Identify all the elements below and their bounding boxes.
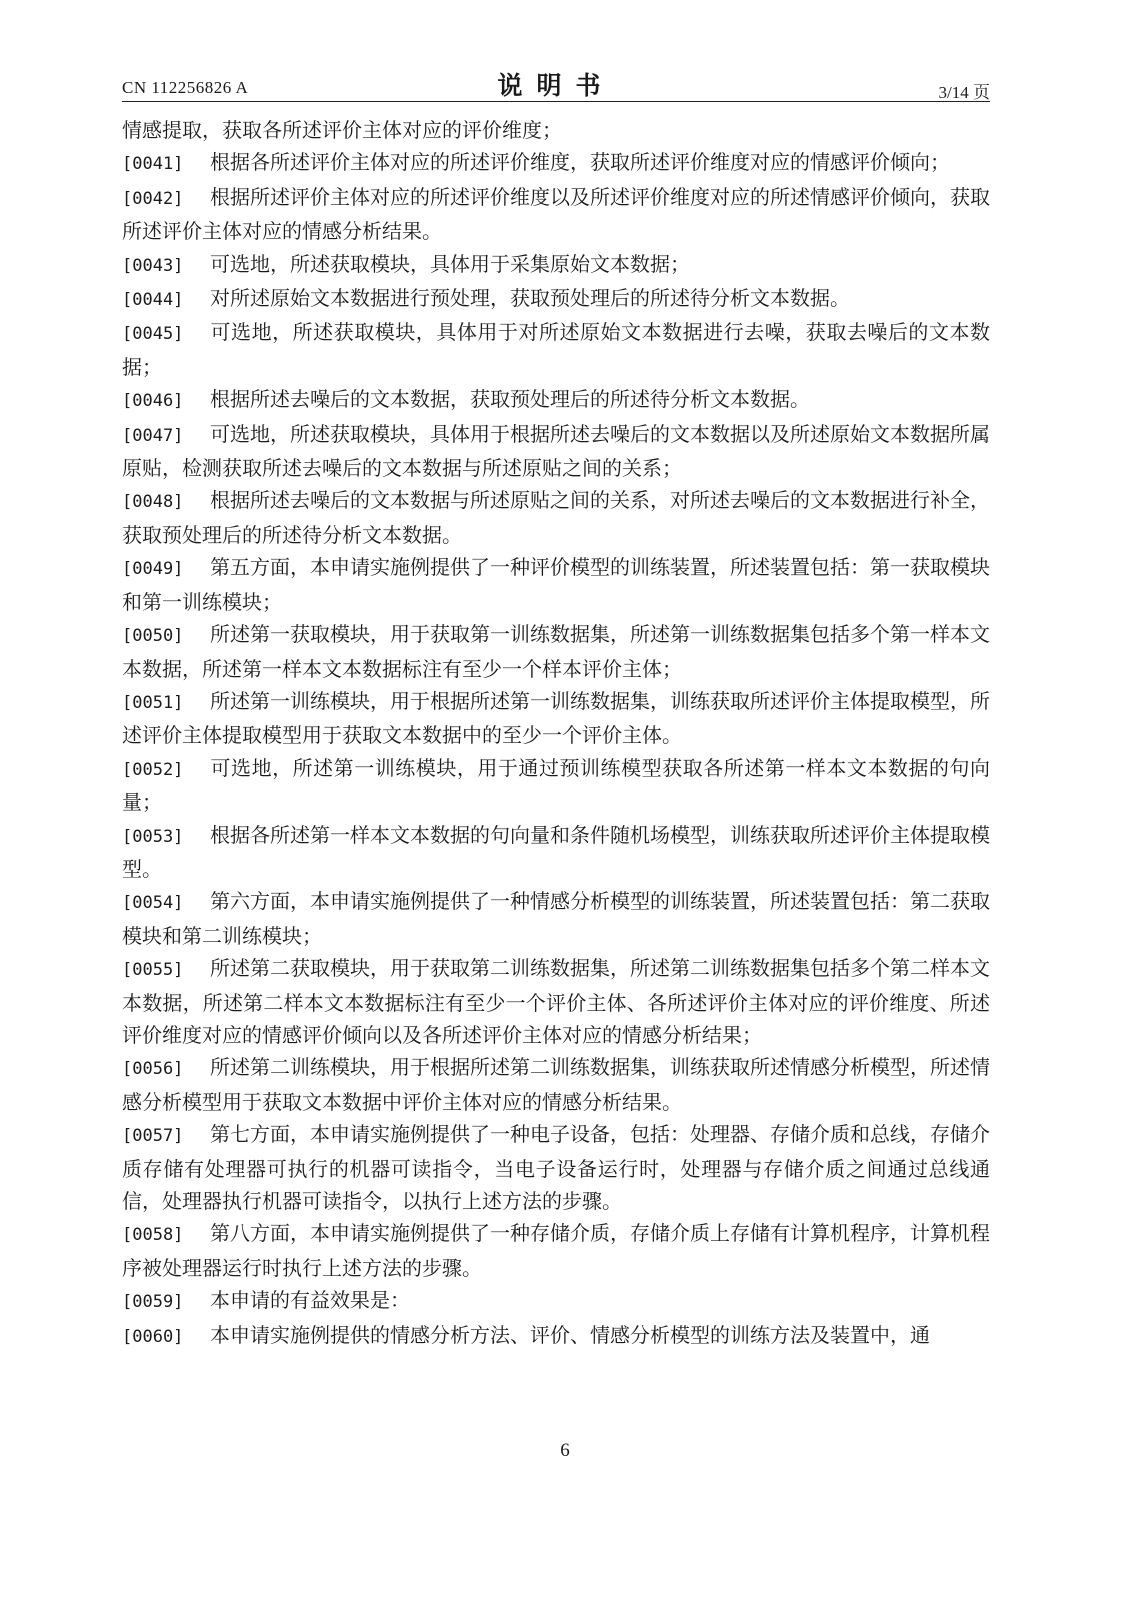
paragraph-number: [0055]	[122, 960, 184, 981]
paragraph	[122, 752, 990, 819]
paragraph-text: 根据所述去噪后的文本数据与所述原贴之间的关系，对所述去噪后的文本数据进行补全，获取预处理后的所述待分析文本数据。	[122, 488, 990, 547]
paragraph	[122, 952, 990, 1051]
paragraph-text: 情感提取，获取各所述评价主体对应的评价维度；	[122, 118, 562, 142]
paragraph	[122, 114, 990, 146]
paragraph-text: 根据各所述第一样本文本数据的句向量和条件随机场模型，训练获取所述评价主体提取模型。	[122, 822, 990, 881]
paragraph	[122, 1118, 990, 1217]
paragraph-number: [0048]	[122, 492, 184, 513]
paragraph	[122, 1217, 990, 1284]
paragraph-text: 本申请实施例提供的情感分析方法、评价、情感分析模型的训练方法及装置中，通	[210, 1322, 930, 1347]
paragraph-number: [0049]	[122, 559, 184, 580]
paragraph-number: [0046]	[122, 391, 184, 412]
paragraph	[122, 819, 990, 886]
page-number: 6	[560, 1440, 570, 1461]
paragraph-text: 所述第二获取模块，用于获取第二训练数据集，所述第二训练数据集包括多个第二样本文本数据，所述第二样本文本数据标注有至少一个评价主体、各所述评价主体对应的评价维度、所述评价维度对应的情感评价倾向以及各所述评价主体对应的情感分析结果；	[122, 956, 990, 1047]
paragraph	[122, 248, 990, 282]
doc-number: CN 112256826 A	[122, 78, 249, 97]
paragraph-text: 根据所述去噪后的文本数据，获取预处理后的所述待分析文本数据。	[210, 387, 810, 412]
paragraph-text: 所述第一获取模块，用于获取第一训练数据集，所述第一训练数据集包括多个第一样本文本数据，所述第一样本文本数据标注有至少一个样本评价主体；	[122, 622, 990, 681]
paragraph-number: [0057]	[122, 1126, 184, 1147]
paragraph	[122, 383, 990, 417]
paragraph	[122, 1284, 990, 1318]
paragraph	[122, 418, 990, 485]
paragraph-text: 所述第一训练模块，用于根据所述第一训练数据集，训练获取所述评价主体提取模型，所述评价主体提取模型用于获取文本数据中的至少一个评价主体。	[122, 688, 990, 748]
paragraph-text: 根据所述评价主体对应的所述评价维度以及所述评价维度对应的所述情感评价倾向，获取所述评价主体对应的情感分析结果。	[122, 184, 990, 244]
paragraph-text: 所述第二训练模块，用于根据所述第二训练数据集，训练获取所述情感分析模型，所述情感分析模型用于获取文本数据中评价主体对应的情感分析结果。	[122, 1055, 990, 1114]
paragraph-number: [0058]	[122, 1225, 184, 1246]
page-header	[122, 62, 990, 102]
paragraph-number: [0060]	[122, 1326, 184, 1347]
paragraph-text: 本申请的有益效果是：	[210, 1288, 410, 1313]
header-rule	[122, 101, 990, 102]
paragraph-number: [0051]	[122, 692, 184, 713]
paragraph-text: 根据各所述评价主体对应的所述评价维度，获取所述评价维度对应的情感评价倾向；	[210, 150, 950, 175]
paragraph-text: 第五方面，本申请实施例提供了一种评价模型的训练装置，所述装置包括：第一获取模块和第一训练模块；	[122, 555, 990, 614]
paragraph	[122, 316, 990, 383]
paragraph-number: [0056]	[122, 1059, 184, 1080]
paragraph-text: 可选地，所述第一训练模块，用于通过预训练模型获取各所述第一样本文本数据的句向量；	[122, 755, 990, 815]
page-title: 说明书	[497, 71, 615, 100]
paragraph-text: 对所述原始文本数据进行预处理，获取预处理后的所述待分析文本数据。	[210, 286, 850, 311]
paragraph-text: 可选地，所述获取模块，具体用于根据所述去噪后的文本数据以及所述原始文本数据所属原贴，检测获取所述去噪后的文本数据与所述原贴之间的关系；	[122, 421, 990, 481]
paragraph-text: 第七方面，本申请实施例提供了一种电子设备，包括：处理器、存储介质和总线，存储介质存储有处理器可执行的机器可读指令，当电子设备运行时，处理器与存储介质之间通过总线通信，处理器执行机器可读指令，以执行上述方法的步骤。	[122, 1122, 990, 1213]
paragraph	[122, 181, 990, 248]
paragraph	[122, 885, 990, 952]
paragraph-text: 可选地，所述获取模块，具体用于采集原始文本数据；	[210, 251, 690, 276]
paragraph	[122, 1319, 990, 1353]
paragraph-number: [0053]	[122, 826, 184, 847]
page-ref: 3/14 页	[938, 83, 990, 102]
paragraph-number: [0047]	[122, 425, 184, 446]
paragraph-text: 第八方面，本申请实施例提供了一种存储介质，存储介质上存储有计算机程序，计算机程序被处理器运行时执行上述方法的步骤。	[122, 1221, 990, 1280]
paragraph-number: [0044]	[122, 290, 184, 311]
paragraph-number: [0059]	[122, 1292, 184, 1313]
paragraph-text: 第六方面，本申请实施例提供了一种情感分析模型的训练装置，所述装置包括：第二获取模块和第二训练模块；	[122, 889, 990, 948]
paragraph-number: [0045]	[122, 324, 184, 345]
paragraph	[122, 685, 990, 752]
paragraph-number: [0043]	[122, 255, 184, 276]
paragraph-number: [0052]	[122, 759, 184, 780]
paragraph	[122, 484, 990, 551]
paragraph-text: 可选地，所述获取模块，具体用于对所述原始文本数据进行去噪，获取去噪后的文本数据；	[122, 320, 990, 379]
paragraph	[122, 282, 990, 316]
paragraph	[122, 146, 990, 180]
paragraph-number: [0054]	[122, 893, 184, 914]
paragraph-number: [0042]	[122, 188, 184, 209]
document-body	[122, 114, 990, 1353]
paragraph-number: [0041]	[122, 154, 184, 175]
paragraph-number: [0050]	[122, 626, 184, 647]
paragraph	[122, 551, 990, 618]
paragraph	[122, 1051, 990, 1118]
paragraph	[122, 618, 990, 685]
